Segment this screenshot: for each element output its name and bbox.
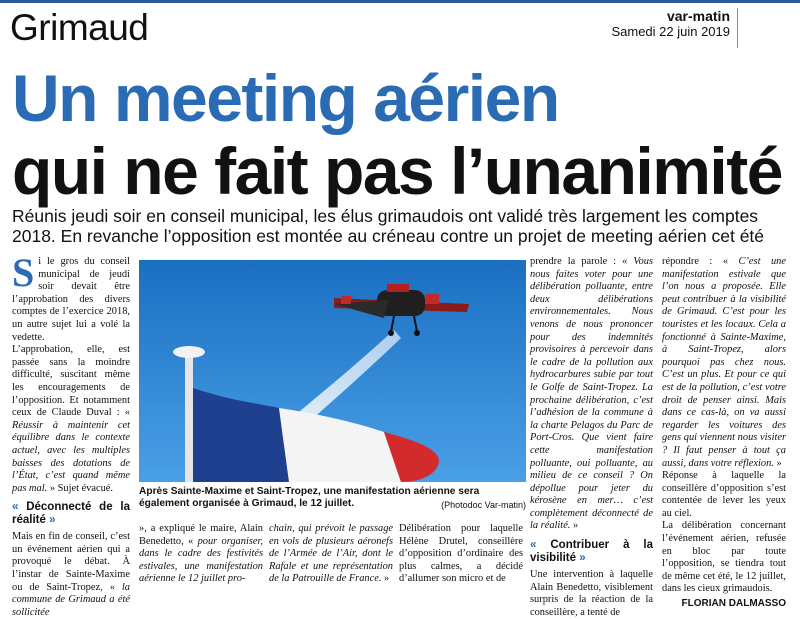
article-column-1 <box>12 250 130 619</box>
paragraph-text: » <box>570 520 579 532</box>
subheading-quote-mark: » <box>49 514 56 527</box>
paragraph <box>269 523 393 586</box>
quote-text: Vous nous faites voter pour une délibération polluante, entre deux délibérations environnementales. Nous venons de nous prononcer pour des indemnités provisoires à percevoir dans le cadre de la pollution aux hydrocarbures subie par tout le Golfe de Saint-Tropez. La prochaine délibération, c’est l’adhésion de la commune à la charte Pelagos du Parc de Port-Cros. Que vient faire cette manifestation polluante, oui polluante, au milieu de ce conseil ? On dépollue pour jeter du kérosène en mer… c’est complètement déconnecté de la réalité. <box>530 256 653 532</box>
masthead-divider <box>737 8 738 48</box>
paragraph-text: » <box>773 457 782 469</box>
subheading-visibilite <box>530 539 653 565</box>
flagpole-top <box>173 346 205 358</box>
paragraph <box>139 523 263 586</box>
subheading-quote-mark: « <box>12 501 19 514</box>
quote-text: C’est une manifestation estivale que l’on nous a proposée. Elle peut contribuer à la visibilité de Grimaud. C’est pour les touristes et les locaux. Cela a fonctionné à Sainte-Maxime, à Saint-Tropez, alors pourquoi pas chez nous. C’est un plus. Et pour ce qui est de la pollution, c’est votre droit de penser ainsi. Mais dans ce cas-là, on va aussi regarder les voitures des gens qui viennent nous visiter ? Il faut penser à tout ça aussi, dans votre réflexion. <box>662 256 786 469</box>
article-column-6 <box>662 256 786 611</box>
top-rule <box>0 0 800 3</box>
paragraph-text: Mais en fin de conseil, c’est un événement aérien qui a provoqué le débat. À l’instar de Sainte-Maxime ou de Saint-Tropez, « <box>12 531 130 593</box>
drop-cap: S <box>12 250 35 295</box>
paragraph: Délibération pour laquelle Hélène Drutel, conseillère d’opposition d’ordinaire des plus calmes, a décidé d’allumer son micro et de <box>399 523 523 585</box>
paragraph <box>12 250 130 344</box>
paragraph: Réponse à laquelle la conseillère d’opposition s’est contentée de lever les yeux au ciel. <box>662 470 786 519</box>
flagpole <box>185 350 193 482</box>
paragraph-text: prendre la parole : « <box>530 256 634 267</box>
article-photo <box>139 260 526 482</box>
subheading-quote-mark: » <box>579 552 586 565</box>
article-column-3 <box>269 523 393 586</box>
headline-line-1: Un meeting aérien <box>12 61 559 135</box>
paragraph-text: », a expliqué le maire, Alain Benedetto, « <box>139 523 263 547</box>
article-column-2 <box>139 523 263 586</box>
paragraph <box>662 256 786 470</box>
paragraph: Une intervention à laquelle Alain Benedetto, visiblement surpris de la réaction de la conseillère, a tenté de <box>530 569 653 618</box>
article-column-4 <box>399 523 523 586</box>
subheading-quote-mark: « <box>530 539 537 552</box>
section-title: Grimaud <box>10 7 149 48</box>
article-column-5 <box>530 256 653 619</box>
paragraph-text: » <box>381 573 390 585</box>
paragraph: La délibération concernant l’événement aérien, refusée en bloc par toute l’opposition, se tiendra tout de même cet été, le 12 juillet, dans les cieux grimaudois. <box>662 520 786 595</box>
subheading-text: Contribuer à la visibilité <box>530 539 654 565</box>
quote-text: pour organiser, dans le cadre des festivités estivales, une manifestation aérienne le 12 juillet pro- <box>139 535 263 585</box>
headline-line-2: qui ne fait pas l’unanimité <box>12 134 782 208</box>
airshow-photo-illustration <box>139 260 526 482</box>
paragraph-text: L’approbation, elle, est passée sans la moindre difficulté, suscitant même les encouragements de l’opposition. Et notamment ceux de Claude Duval : « <box>12 344 130 419</box>
paragraph-text: » Sujet évacué. <box>47 482 114 494</box>
author-signature: FLORIAN DALMASSO <box>681 598 786 610</box>
paragraph-text: i le gros du conseil municipal de jeudi soir devait être l’approbation des divers comptes de l’exercice 2018, un autre sujet lui a volé la vedette. <box>12 256 130 343</box>
quote-text: la commune de Grimaud a été sollicitée <box>12 581 130 618</box>
publication-date: Samedi 22 juin 2019 <box>611 24 730 39</box>
paragraph <box>12 531 130 619</box>
photo-credit: (Photodoc Var-matin) <box>441 500 526 510</box>
photo-caption: Après Sainte-Maxime et Saint-Tropez, une manifestation aérienne sera également organisée à Grimaud, le 12 juillet. <box>139 486 480 509</box>
paragraph <box>530 256 653 533</box>
masthead <box>611 8 730 40</box>
subheading-deconnecte <box>12 501 130 527</box>
newspaper-name: var-matin <box>666 8 730 24</box>
quote-text: Réussir à maintenir cet équilibre dans le contexte actuel, avec les multiples baisses des dotations de l’État, c’est quand même pas mal. <box>12 419 130 494</box>
subheading-text: Déconnecté de la réalité <box>12 501 130 527</box>
quote-text: chain, qui prévoit le passage en vols de plusieurs aéronefs de l’Armée de l’Air, dont le Rafale et une représentation de la Patrouille de France. <box>269 523 393 585</box>
paragraph <box>12 344 130 495</box>
standfirst: Réunis jeudi soir en conseil municipal, les élus grimaudois ont validé très largement les comptes 2018. En revanche l’opposition est montée au créneau contre un projet de meeting aérien cet été <box>12 206 765 246</box>
paragraph-text: répondre : « <box>662 256 739 267</box>
